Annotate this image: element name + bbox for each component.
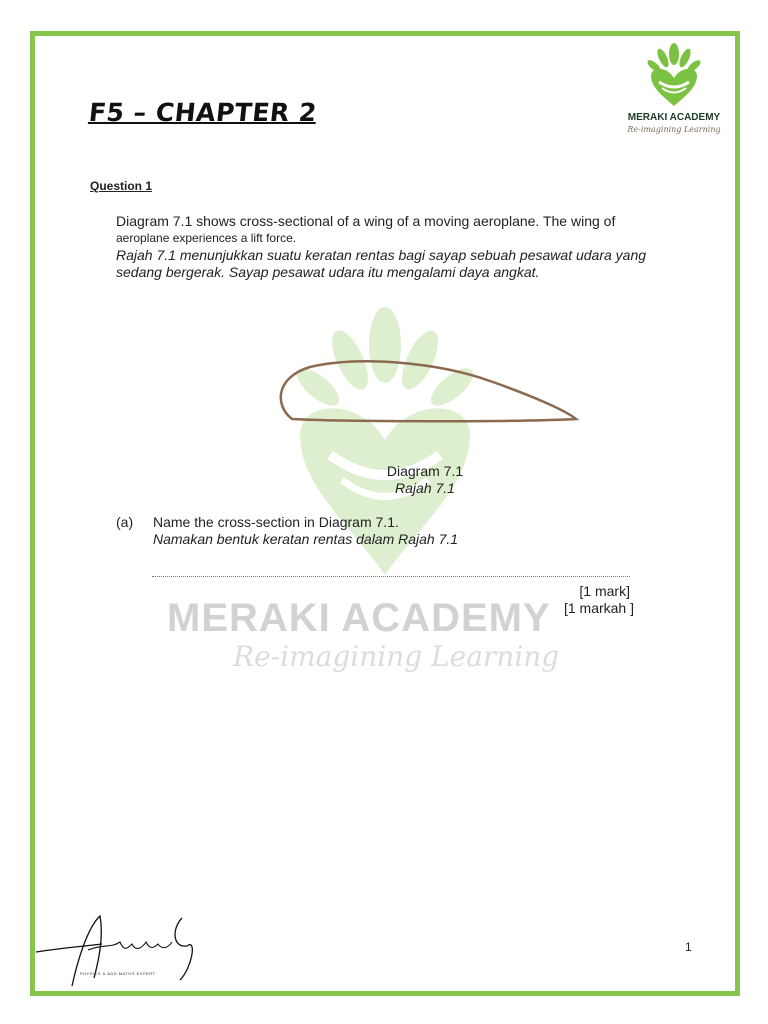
wing-cross-section-diagram xyxy=(270,355,590,430)
signature xyxy=(32,908,212,988)
watermark-tagline: Re-imagining Learning xyxy=(233,640,560,673)
part-a-label: (a) xyxy=(116,514,134,530)
signature-subtitle: PHYSICS & ADD MATHS EXPERT xyxy=(80,971,156,976)
question-label: Question 1 xyxy=(90,179,153,193)
logo-tagline: Re-imagining Learning xyxy=(627,125,721,134)
diagram-caption-ms: Rajah 7.1 xyxy=(395,480,455,496)
question-intro xyxy=(116,213,676,281)
logo-name: MERAKI ACADEMY xyxy=(627,112,721,123)
mark-allocation-en: [1 mark] xyxy=(579,583,630,599)
answer-line[interactable] xyxy=(152,576,630,577)
mark-allocation-ms: [1 markah ] xyxy=(563,600,634,616)
diagram-caption-en: Diagram 7.1 xyxy=(386,463,464,479)
part-a-question-ms: Namakan bentuk keratan rentas dalam Rajah 7.1 xyxy=(153,531,459,547)
watermark-name: MERAKI ACADEMY xyxy=(167,596,551,640)
page-number: 1 xyxy=(685,940,692,954)
lotus-heart-icon xyxy=(645,42,703,110)
intro-ms-line1: Rajah 7.1 menunjukkan suatu keratan rentas bagi sayap sebuah pesawat udara yang xyxy=(116,247,647,263)
intro-en-line1: Diagram 7.1 shows cross-sectional of a wing of a moving aeroplane. The wing of xyxy=(116,213,616,229)
intro-en-line2: aeroplane experiences a lift force. xyxy=(116,231,297,245)
part-a-question-en: Name the cross-section in Diagram 7.1. xyxy=(153,514,399,530)
intro-ms-line2: sedang bergerak. Sayap pesawat udara itu mengalami daya angkat. xyxy=(116,264,540,280)
chapter-title: F5 – CHAPTER 2 xyxy=(87,98,319,127)
meraki-logo xyxy=(615,42,733,138)
